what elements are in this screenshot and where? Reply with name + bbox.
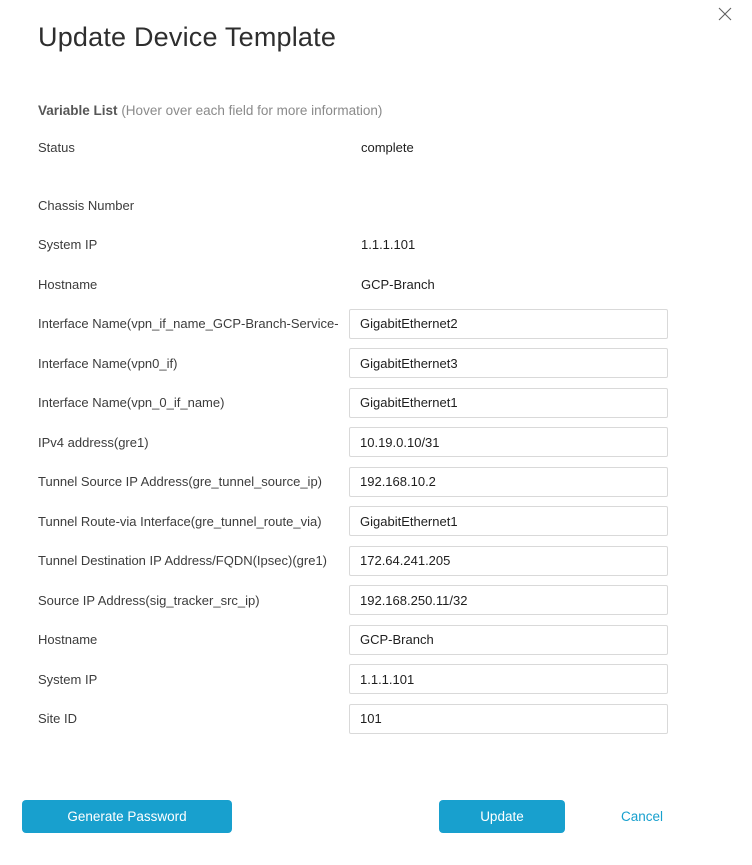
update-button[interactable]: Update	[439, 800, 565, 833]
dialog-title: Update Device Template	[38, 22, 337, 52]
field-label: System IP	[38, 237, 98, 253]
field-input[interactable]	[349, 585, 668, 615]
variable-list-hint: (Hover over each field for more information)	[121, 103, 383, 118]
field-input[interactable]	[349, 309, 668, 339]
form-row	[0, 502, 752, 542]
field-label: System IP	[38, 671, 98, 687]
field-label: Tunnel Route-via Interface(gre_tunnel_route_via)	[38, 513, 322, 529]
field-label: Source IP Address(sig_tracker_src_ip)	[38, 592, 260, 608]
field-label: IPv4 address(gre1)	[38, 434, 149, 450]
field-label: Interface Name(vpn_0_if_name)	[38, 395, 225, 411]
field-input[interactable]	[349, 704, 668, 734]
form-row	[0, 423, 752, 463]
static-row	[0, 186, 752, 226]
field-value: complete	[361, 140, 414, 156]
dialog-footer	[0, 800, 752, 833]
field-label: Hostname	[38, 276, 98, 292]
static-row	[0, 225, 752, 265]
generate-password-button[interactable]: Generate Password	[22, 800, 232, 833]
static-row	[0, 128, 752, 168]
variable-list-label: Variable List	[38, 103, 118, 118]
form-row	[0, 344, 752, 384]
field-label: Interface Name(vpn0_if)	[38, 355, 178, 371]
field-input[interactable]	[349, 664, 668, 694]
form-row	[0, 620, 752, 660]
field-value: GCP-Branch	[361, 276, 435, 292]
field-label: Chassis Number	[38, 197, 135, 213]
form-row	[0, 699, 752, 739]
field-input[interactable]	[349, 467, 668, 497]
field-label: Tunnel Destination IP Address/FQDN(Ipsec)(gre1)	[38, 553, 328, 569]
close-icon[interactable]	[717, 6, 733, 22]
field-input[interactable]	[349, 388, 668, 418]
field-label: Hostname	[38, 632, 98, 648]
field-input[interactable]	[349, 427, 668, 457]
field-label: Site ID	[38, 711, 78, 727]
form-row	[0, 541, 752, 581]
field-value: 1.1.1.101	[361, 237, 416, 253]
variable-list-heading	[38, 103, 714, 119]
field-input[interactable]	[349, 546, 668, 576]
field-input[interactable]	[349, 625, 668, 655]
form-row	[0, 660, 752, 700]
close-icon-glyph	[718, 7, 732, 21]
form-row	[0, 383, 752, 423]
form-row	[0, 462, 752, 502]
field-label: Tunnel Source IP Address(gre_tunnel_source_ip)	[38, 474, 323, 490]
form-row	[0, 581, 752, 621]
field-input[interactable]	[349, 348, 668, 378]
variable-list	[0, 128, 752, 739]
field-label: Interface Name(vpn_if_name_GCP-Branch-Service-	[38, 316, 339, 332]
field-label: Status	[38, 140, 75, 156]
cancel-button[interactable]: Cancel	[620, 809, 663, 824]
form-row	[0, 304, 752, 344]
static-row	[0, 265, 752, 305]
field-input[interactable]	[349, 506, 668, 536]
